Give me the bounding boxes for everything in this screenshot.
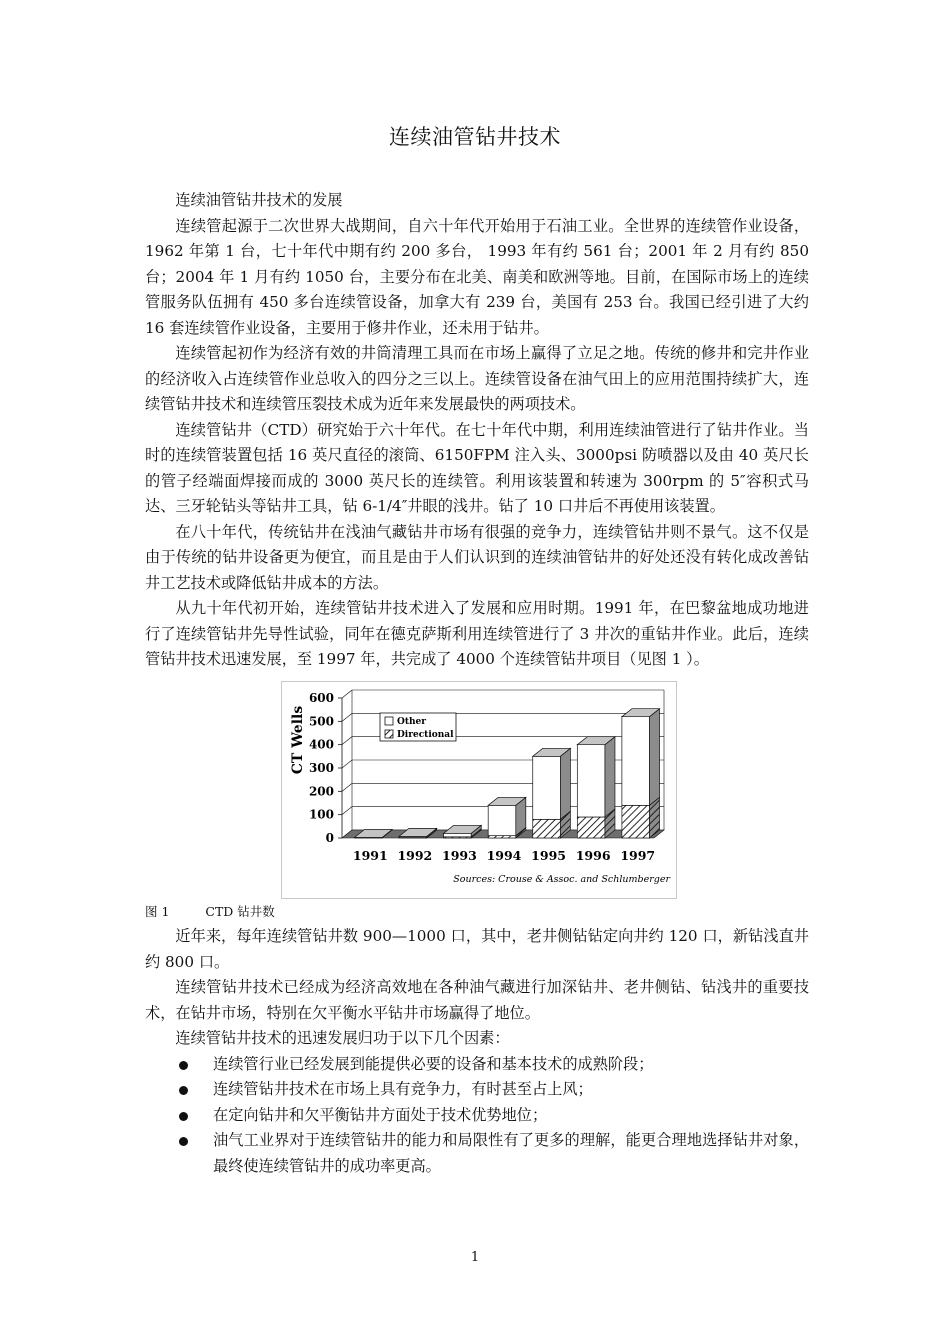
- bar-other-front: [488, 805, 516, 835]
- bar-directional-front: [622, 805, 650, 838]
- factor-list: [145, 1052, 809, 1180]
- x-tick-label: 1994: [486, 847, 522, 863]
- x-tick-label: 1995: [531, 847, 566, 863]
- paragraph-4: 在八十年代，传统钻井在浅油气藏钻井市场有很强的竞争力，连续管钻井则不景气。这不仅是由于传统的钻井设备更为便宜，而且是由于人们认识到的连续油管钻井的好处还没有转化成改善钻井工艺技术或降低钻井成本的方法。: [145, 522, 809, 592]
- bar-1997: [622, 708, 660, 837]
- list-item-text: 连续管钻井技术在市场上具有竞争力，有时甚至占上风；: [213, 1080, 593, 1098]
- bar-other-front: [444, 833, 472, 837]
- list-item-text: 连续管行业已经发展到能提供必要的设备和基本技术的成熟阶段；: [213, 1054, 654, 1073]
- bullet-icon: [179, 1137, 188, 1146]
- gridline-slant: [342, 806, 352, 814]
- ct-wells-chart: [282, 682, 676, 898]
- legend: [380, 713, 456, 741]
- chart-source: Sources: Crouse & Assoc. and Schlumberger: [453, 873, 670, 885]
- paragraph-8: 连续管钻井技术的迅速发展归功于以下几个因素：: [175, 1029, 510, 1047]
- x-tick-label: 1991: [352, 847, 388, 863]
- bar-1995: [533, 748, 571, 838]
- legend-swatch-directional: [385, 730, 393, 738]
- paragraph-3: 连续管钻井（CTD）研究始于六十年代。在七十年代中期，利用连续油管进行了钻井作业。当时的连续管装置包括 16 英尺直径的滚筒、6150FPM 注入头、3000psi 防喷器以及由 40 英尺长的管子经端面焊接而成的 3000 英尺长的连续管。利用该装置和转速为 300rpm 的 5″容积式马达、三牙轮钻头等钻井工具，钻 6-1/4″井眼的浅井。钻了 10 口井后不再使用该装置。: [145, 420, 809, 515]
- section-heading: 连续油管钻井技术的发展: [175, 191, 343, 209]
- page-number: 1: [470, 1250, 480, 1265]
- caption-number: 图 1: [145, 903, 170, 919]
- x-tick-label: 1997: [620, 847, 656, 863]
- gridline-slant: [342, 690, 352, 698]
- figure-caption: [145, 899, 809, 925]
- y-tick-label: 100: [308, 807, 334, 822]
- x-tick-label: 1992: [397, 847, 433, 863]
- paragraph-5: 从九十年代初开始，连续管钻井技术进入了发展和应用时期。1991 年，在巴黎盆地成功地进行了连续管钻井先导性试验，同年在德克萨斯利用连续管进行了 3 井次的重钻井作业。此后，连续管钻井技术迅速发展，至 1997 年，共完成了 4000 个连续管钻井项目（见图 1 ）。: [145, 599, 809, 668]
- list-item: [145, 1077, 809, 1103]
- y-tick-label: 300: [308, 760, 334, 775]
- gridline-slant: [342, 783, 352, 791]
- list-item: [145, 1128, 809, 1179]
- bar-directional-front: [533, 819, 561, 838]
- gridline-slant: [342, 760, 352, 768]
- bar-directional-front: [577, 817, 605, 838]
- y-axis-label: CT Wells: [290, 705, 306, 774]
- document-body: [145, 188, 809, 1179]
- y-tick-label: 500: [308, 713, 334, 728]
- bullet-icon: [179, 1061, 188, 1070]
- document-title: 连续油管钻井技术: [389, 125, 561, 149]
- y-tick-label: 400: [308, 737, 334, 752]
- bar-other-front: [533, 756, 561, 819]
- y-tick-label: 600: [308, 690, 334, 705]
- bar-1996: [577, 736, 615, 837]
- bullet-icon: [179, 1086, 188, 1095]
- figure-1: [281, 681, 677, 899]
- bullet-icon: [179, 1112, 188, 1121]
- bar-other-side: [605, 736, 615, 816]
- bar-other-side: [560, 748, 570, 819]
- legend-swatch-other: [385, 717, 393, 725]
- x-axis: [353, 848, 655, 863]
- bar-other-front: [577, 744, 605, 816]
- y-tick-label: 200: [308, 783, 334, 798]
- paragraph-7: 连续管钻井技术已经成为经济高效地在各种油气藏进行加深钻井、老井侧钻、钻浅井的重要技术，在钻井市场，特别在欠平衡水平钻井市场赢得了地位。: [145, 978, 809, 1022]
- paragraph-6: 近年来，每年连续管钻井数 900—1000 口，其中，老井侧钻钻定向井约 120 口，新钻浅直井约 800 口。: [145, 927, 809, 971]
- list-item-text: 在定向钻井和欠平衡钻井方面处于技术优势地位；: [213, 1105, 548, 1124]
- list-item: [145, 1103, 809, 1129]
- y-tick-label: 0: [325, 830, 334, 845]
- bar-other-front: [622, 716, 650, 805]
- paragraph-1: 连续管起源于二次世界大战期间，自六十年代开始用于石油工业。全世界的连续管作业设备，1962 年第 1 台，七十年代中期有约 200 多台， 1993 年有约 561 台；2001 年 2 月有约 850 台；2004 年 1 月有约 1050 台，主要分布在北美、南美和欧洲等地。目前，在国际市场上的连续管服务队伍拥有 450 多台连续管设备，加拿大有 239 台，美国有 253 台。我国已经引进了大约 16 套连续管作业设备，主要用于修井作业，还未用于钻井。: [145, 216, 809, 337]
- bar-1994: [488, 797, 526, 838]
- x-tick-label: 1996: [575, 847, 611, 863]
- gridline-slant: [342, 713, 352, 721]
- bar-other-side: [650, 708, 660, 805]
- x-tick-label: 1993: [442, 847, 477, 863]
- list-item: [145, 1052, 809, 1078]
- legend-label-other: Other: [397, 716, 427, 727]
- list-item-text: 油气工业界对于连续管钻井的能力和局限性有了更多的理解，能更合理地选择钻井对象，最终使连续管钻井的成功率更高。: [213, 1131, 809, 1175]
- caption-text: CTD 钻井数: [205, 903, 275, 919]
- gridline-slant: [342, 736, 352, 744]
- paragraph-2: 连续管起初作为经济有效的井筒清理工具而在市场上赢得了立足之地。传统的修井和完井作业的经济收入占连续管作业总收入的四分之三以上。连续管设备在油气田上的应用范围持续扩大，连续管钻井技术和连续管压裂技术成为近年来发展最快的两项技术。: [145, 344, 809, 413]
- legend-label-directional: Directional: [397, 729, 454, 740]
